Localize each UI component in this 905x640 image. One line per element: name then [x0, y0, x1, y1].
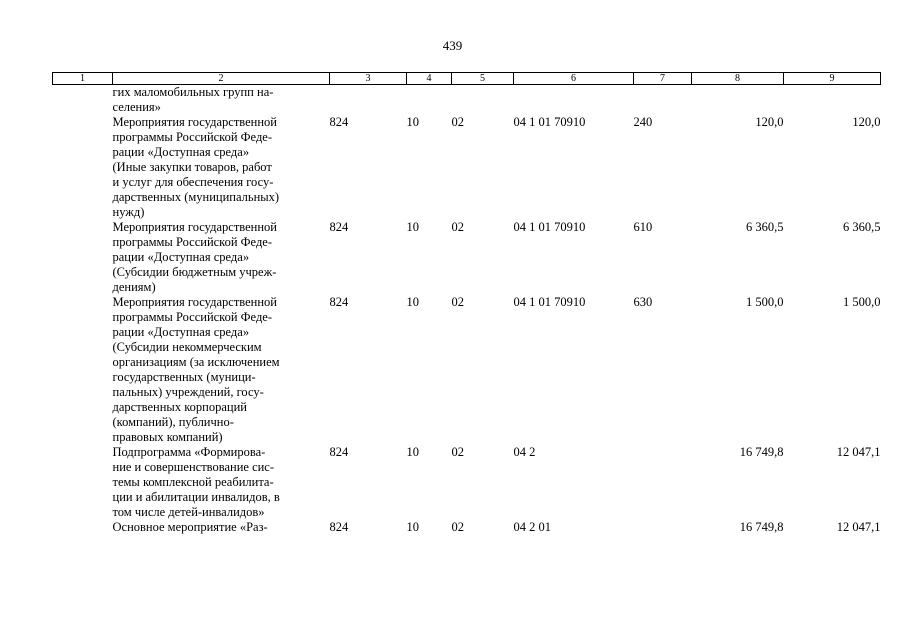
- col-header-5: 5: [452, 73, 514, 85]
- cell-subsection: 02: [451, 115, 464, 129]
- cell-expense-type: 610: [633, 220, 653, 234]
- page-number: 439: [442, 38, 463, 53]
- cell-target-article: 04 1 01 70910: [513, 115, 586, 129]
- cell-expense-type: [634, 445, 692, 520]
- cell-ministry-code: 824: [329, 115, 349, 129]
- cell-expense-type: [634, 520, 692, 535]
- cell-section: 10: [406, 445, 419, 459]
- table-row: [53, 520, 881, 535]
- cell-subsection: 02: [451, 520, 464, 534]
- cell-col-1: [53, 85, 113, 116]
- cell-description: Мероприятия государственной программы Российской Феде- рации «Доступная среда» (Субсидии бюджетным учреж- дениям): [112, 220, 277, 294]
- cell-amount-year-2: 6 360,5: [843, 220, 881, 234]
- cell-col-1: [53, 295, 113, 445]
- cell-amount-year-1: 16 749,8: [739, 520, 784, 534]
- col-header-2: 2: [113, 73, 330, 85]
- col-header-3: 3: [330, 73, 407, 85]
- cell-col-1: [53, 115, 113, 220]
- cell-col-1: [53, 520, 113, 535]
- cell-amount-year-2: 12 047,1: [836, 520, 881, 534]
- header-row: [53, 73, 881, 85]
- table-row: [53, 115, 881, 220]
- cell-ministry-code: 824: [329, 520, 349, 534]
- cell-amount-year-1: [692, 85, 784, 116]
- cell-col-1: [53, 445, 113, 520]
- col-header-8: 8: [692, 73, 784, 85]
- cell-description: Мероприятия государственной программы Российской Феде- рации «Доступная среда» (Иные закупки товаров, работ и услуг для обеспечения госу- дарственных (муниципальных) нужд): [112, 115, 280, 219]
- table-row: [53, 295, 881, 445]
- table-row: [53, 85, 881, 116]
- cell-description: Мероприятия государственной программы Российской Феде- рации «Доступная среда» (Субсидии некоммерческим организациям (за исключением государственных (муници- пальных) учреждений, госу- дарственных корпораций (компаний), публично- правовых компаний): [112, 295, 280, 444]
- cell-subsection: 02: [451, 445, 464, 459]
- cell-target-article: 04 1 01 70910: [513, 220, 586, 234]
- cell-section: 10: [406, 520, 419, 534]
- cell-ministry-code: [330, 85, 407, 116]
- col-header-1: 1: [53, 73, 113, 85]
- cell-amount-year-2: 12 047,1: [836, 445, 881, 459]
- cell-amount-year-1: 1 500,0: [746, 295, 784, 309]
- cell-amount-year-2: [784, 85, 881, 116]
- cell-description: Подпрограмма «Формирова- ние и совершенствование сис- темы комплексной реабилита- ции и абилитации инвалидов, в том числе детей-инвалидов»: [112, 445, 280, 519]
- cell-ministry-code: 824: [329, 220, 349, 234]
- cell-section: 10: [406, 115, 419, 129]
- cell-target-article: 04 1 01 70910: [513, 295, 586, 309]
- cell-description: гих маломобильных групп на- селения»: [112, 85, 274, 114]
- cell-amount-year-2: 1 500,0: [843, 295, 881, 309]
- cell-target-article: 04 2 01: [513, 520, 551, 534]
- cell-amount-year-1: 16 749,8: [739, 445, 784, 459]
- col-header-7: 7: [634, 73, 692, 85]
- cell-ministry-code: 824: [329, 445, 349, 459]
- table-row: [53, 445, 881, 520]
- cell-subsection: 02: [451, 220, 464, 234]
- cell-amount-year-2: 120,0: [852, 115, 881, 129]
- budget-table: [52, 72, 881, 535]
- cell-section: 10: [406, 220, 419, 234]
- cell-expense-type: 630: [633, 295, 653, 309]
- cell-amount-year-1: 6 360,5: [746, 220, 784, 234]
- cell-expense-type: 240: [633, 115, 653, 129]
- cell-expense-type: [634, 85, 692, 116]
- col-header-6: 6: [514, 73, 634, 85]
- cell-col-1: [53, 220, 113, 295]
- cell-target-article: [514, 85, 634, 116]
- cell-subsection: 02: [451, 295, 464, 309]
- cell-target-article: 04 2: [513, 445, 536, 459]
- cell-description: Основное мероприятие «Раз-: [112, 520, 268, 534]
- col-header-9: 9: [784, 73, 881, 85]
- cell-ministry-code: 824: [329, 295, 349, 309]
- table-body: [53, 85, 881, 536]
- col-header-4: 4: [407, 73, 452, 85]
- cell-amount-year-1: 120,0: [755, 115, 784, 129]
- cell-section: [407, 85, 452, 116]
- cell-subsection: [452, 85, 514, 116]
- cell-section: 10: [406, 295, 419, 309]
- table-row: [53, 220, 881, 295]
